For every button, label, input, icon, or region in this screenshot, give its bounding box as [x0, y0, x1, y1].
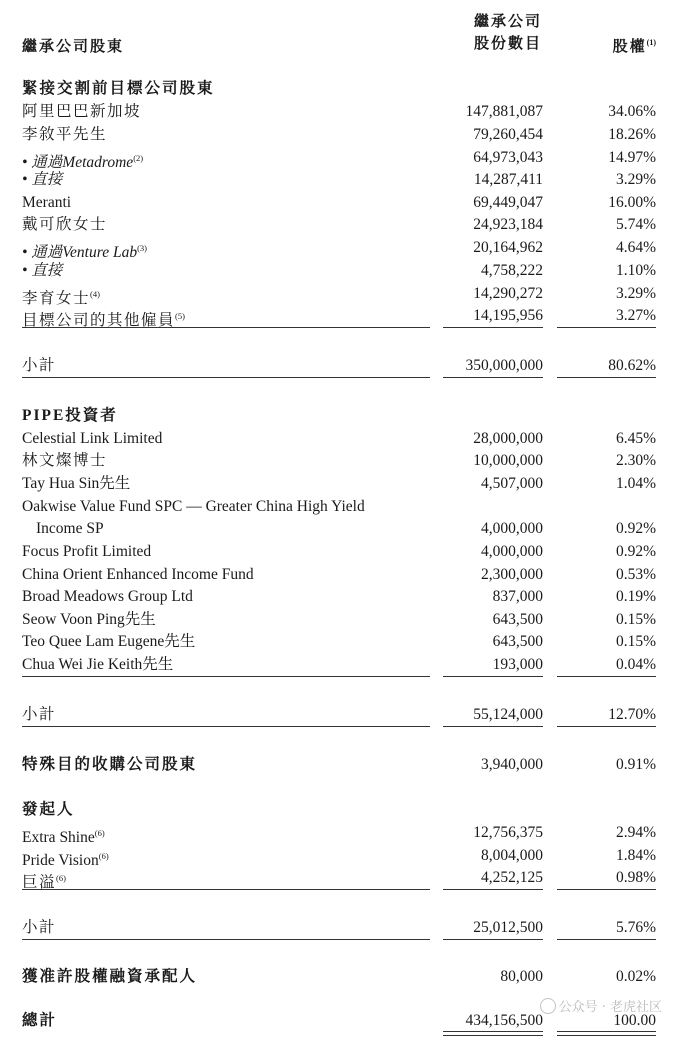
row-shares: 69,449,047	[473, 194, 543, 211]
row-label-text: • 通過Venture Lab	[22, 244, 138, 261]
double-underline	[557, 1031, 656, 1036]
row-percentage: 5.74%	[615, 216, 656, 233]
footnote-marker: (6)	[98, 851, 109, 861]
table-row	[0, 518, 676, 540]
subtotal-shares: 55,124,000	[473, 706, 543, 723]
table-row	[0, 283, 676, 305]
table-row	[0, 541, 676, 563]
row-label: 特殊目的收購公司股東	[22, 756, 198, 773]
row-shares: 10,000,000	[473, 452, 543, 469]
column-header-equity-label: 股權	[612, 39, 647, 55]
table-row	[0, 124, 676, 146]
row-percentage: 3.29%	[615, 171, 656, 188]
row-label: 阿里巴巴新加坡	[22, 103, 142, 120]
row-shares: 24,923,184	[473, 216, 543, 233]
subtotal-percentage: 5.76%	[615, 919, 656, 936]
table-row	[0, 654, 676, 676]
row-shares: 147,881,087	[465, 103, 543, 120]
table-row	[0, 586, 676, 608]
row-percentage: 0.15%	[615, 633, 656, 650]
row-label-continuation: Income SP	[36, 520, 104, 537]
divider	[22, 726, 430, 727]
row-percentage: 0.15%	[615, 611, 656, 628]
total-shares: 434,156,500	[465, 1012, 543, 1029]
table-row	[0, 867, 676, 889]
row-label-text: • 通過Metadrome	[22, 154, 134, 171]
spac-shareholders-row	[0, 754, 676, 776]
divider	[22, 889, 430, 890]
row-percentage: 0.53%	[615, 566, 656, 583]
table-row	[0, 631, 676, 653]
divider	[443, 889, 543, 890]
footnote-marker: (6)	[56, 873, 66, 883]
row-shares: 4,507,000	[481, 475, 543, 492]
footnote-marker: (5)	[175, 311, 185, 321]
table-row	[0, 305, 676, 327]
row-percentage: 0.02%	[615, 968, 656, 985]
row-shares: 8,004,000	[481, 847, 543, 864]
row-shares: 4,252,125	[481, 869, 543, 886]
section-title-pipe-investors	[0, 405, 676, 427]
column-header-shares-line2: 股份數目	[473, 36, 542, 52]
table-row	[0, 214, 676, 236]
row-percentage: 0.92%	[615, 543, 656, 560]
divider	[443, 726, 543, 727]
double-underline	[443, 1031, 543, 1036]
footnote-marker: (2)	[133, 153, 144, 163]
row-percentage: 14.97%	[608, 149, 656, 166]
row-label: 戴可欣女士	[22, 216, 108, 233]
row-shares: 2,300,000	[481, 566, 543, 583]
row-shares: 3,940,000	[481, 756, 543, 773]
subtotal-label: 小計	[22, 706, 57, 723]
section-title: 緊接交割前目標公司股東	[22, 80, 215, 97]
watermark-text: 公众号 · 老虎社区	[558, 1000, 662, 1015]
divider	[443, 939, 543, 940]
row-percentage: 3.27%	[615, 307, 656, 324]
table-row	[0, 237, 676, 259]
section-title: PIPE投資者	[22, 407, 118, 424]
footnote-marker: (6)	[94, 828, 105, 838]
table-row	[0, 428, 676, 450]
column-header-shareholder: 繼承公司股東	[22, 39, 125, 55]
divider	[557, 377, 656, 378]
row-label: • 直接	[22, 262, 63, 279]
row-shares: 193,000	[492, 656, 543, 673]
row-percentage: 1.10%	[615, 262, 656, 279]
row-label-text: 李育女士	[22, 290, 91, 307]
footnote-marker: (4)	[90, 289, 100, 299]
row-shares: 64,973,043	[473, 149, 543, 166]
row-label: Broad Meadows Group Ltd	[22, 588, 193, 605]
row-shares: 14,290,272	[473, 285, 543, 302]
subtotal-shares: 350,000,000	[465, 357, 543, 374]
section-title: 發起人	[22, 801, 75, 818]
subtotal-label: 小計	[22, 357, 57, 374]
row-label: 獲准許股權融資承配人	[22, 968, 198, 985]
divider	[557, 327, 656, 328]
row-label-text: 巨溢	[22, 874, 57, 891]
subtotal-percentage: 12.70%	[608, 706, 656, 723]
row-label: China Orient Enhanced Income Fund	[22, 566, 254, 583]
divider	[22, 327, 430, 328]
row-label: Oakwise Value Fund SPC — Greater China High Yield	[22, 498, 365, 515]
row-percentage: 16.00%	[608, 194, 656, 211]
row-label-text: 目標公司的其他僱員	[22, 312, 176, 329]
divider	[443, 327, 543, 328]
divider	[557, 939, 656, 940]
row-label: 林文燦博士	[22, 452, 108, 469]
divider	[443, 377, 543, 378]
row-label: Celestial Link Limited	[22, 430, 163, 447]
row-shares: 28,000,000	[473, 430, 543, 447]
row-label: Focus Profit Limited	[22, 543, 152, 560]
total-percentage: 100.00	[613, 1012, 656, 1029]
row-percentage: 1.04%	[615, 475, 656, 492]
row-percentage: 0.98%	[615, 869, 656, 886]
subtotal-shares: 25,012,500	[473, 919, 543, 936]
row-label: Tay Hua Sin先生	[22, 475, 131, 492]
row-percentage: 2.30%	[615, 452, 656, 469]
row-shares: 14,195,956	[473, 307, 543, 324]
table-row	[0, 845, 676, 867]
row-percentage: 0.04%	[615, 656, 656, 673]
section-title-promoters	[0, 799, 676, 821]
row-percentage: 1.84%	[615, 847, 656, 864]
total-label: 總計	[22, 1012, 58, 1029]
row-percentage: 3.29%	[615, 285, 656, 302]
row-shares: 643,500	[492, 611, 543, 628]
row-shares: 14,287,411	[473, 171, 543, 188]
table-row	[0, 450, 676, 472]
row-shares: 4,758,222	[481, 262, 543, 279]
row-shares: 4,000,000	[481, 543, 543, 560]
divider	[557, 726, 656, 727]
table-row	[0, 564, 676, 586]
table-row	[0, 822, 676, 844]
row-percentage: 6.45%	[615, 430, 656, 447]
divider	[22, 676, 430, 677]
table-row	[0, 609, 676, 631]
column-header-equity	[613, 35, 656, 56]
footnote-marker: (1)	[646, 38, 656, 47]
row-label-text: Pride Vision	[22, 852, 99, 869]
divider	[22, 939, 430, 940]
table-row	[0, 260, 676, 282]
column-header-shares-line1: 繼承公司	[473, 14, 542, 30]
divider	[557, 889, 656, 890]
divider	[443, 676, 543, 677]
column-header-shares	[468, 11, 548, 55]
footnote-marker: (3)	[137, 243, 147, 253]
table-row	[0, 169, 676, 191]
row-label: • 直接	[22, 171, 63, 188]
table-row	[0, 147, 676, 169]
subtotal-row	[0, 917, 676, 939]
watermark	[540, 996, 662, 1015]
subtotal-row	[0, 355, 676, 377]
divider	[557, 676, 656, 677]
row-label: 李敘平先生	[22, 126, 108, 143]
row-label: Seow Voon Ping先生	[22, 611, 156, 628]
row-percentage: 0.91%	[615, 756, 656, 773]
divider	[22, 377, 430, 378]
row-percentage: 18.26%	[608, 126, 656, 143]
subtotal-row	[0, 704, 676, 726]
subtotal-percentage: 80.62%	[608, 357, 656, 374]
row-label-text: Extra Shine	[22, 829, 95, 846]
row-label: Teo Quee Lam Eugene先生	[22, 633, 196, 650]
row-percentage: 34.06%	[608, 103, 656, 120]
row-label: Chua Wei Jie Keith先生	[22, 656, 174, 673]
subtotal-label: 小計	[22, 919, 57, 936]
table-row	[0, 192, 676, 214]
permitted-equity-financing-row	[0, 966, 676, 988]
row-shares: 4,000,000	[481, 520, 543, 537]
table-row	[0, 101, 676, 123]
row-shares: 80,000	[500, 968, 543, 985]
row-shares: 20,164,962	[473, 239, 543, 256]
wechat-icon	[540, 998, 556, 1014]
row-label: Meranti	[22, 194, 72, 211]
row-shares: 837,000	[492, 588, 543, 605]
row-shares: 79,260,454	[473, 126, 543, 143]
row-percentage: 0.92%	[615, 520, 656, 537]
row-percentage: 4.64%	[615, 239, 656, 256]
row-percentage: 2.94%	[615, 824, 656, 841]
row-percentage: 0.19%	[615, 588, 656, 605]
row-shares: 12,756,375	[473, 824, 543, 841]
row-shares: 643,500	[492, 633, 543, 650]
section-title-target-shareholders	[0, 78, 676, 100]
table-row	[0, 473, 676, 495]
table-row	[0, 496, 676, 518]
